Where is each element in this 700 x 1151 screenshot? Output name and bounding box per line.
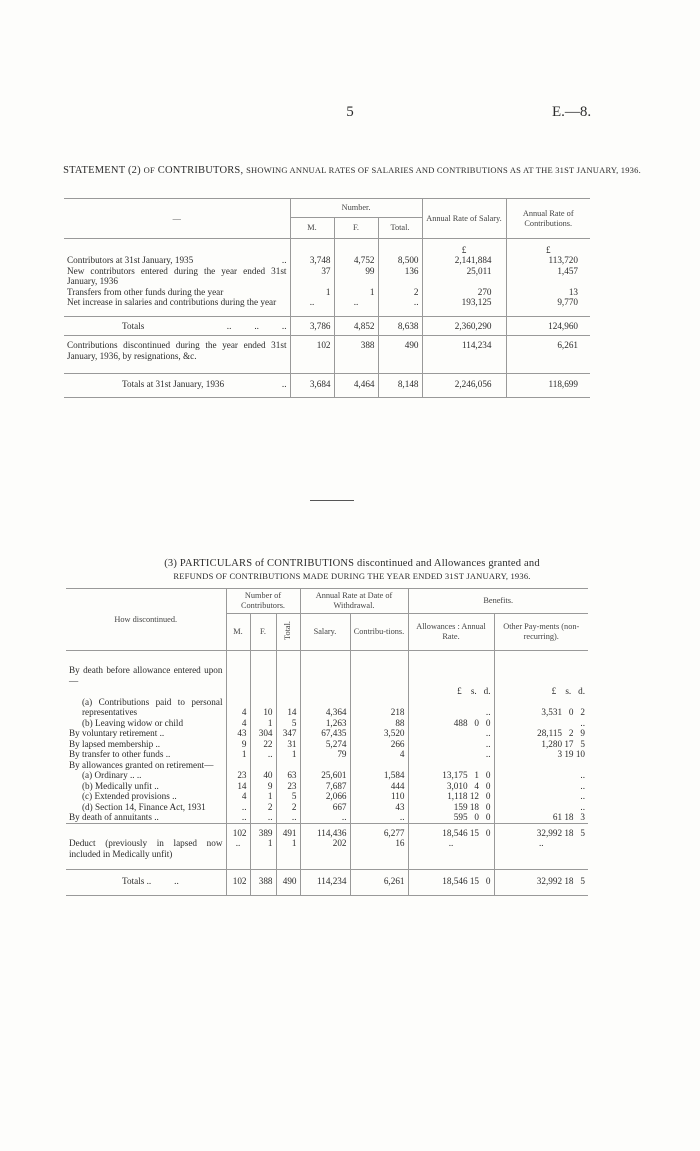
cell-contribs: 110	[350, 791, 408, 802]
table-row	[66, 665, 588, 686]
cell-allowances: 488 0 0	[408, 718, 494, 729]
document-reference: E.—8.	[552, 104, 592, 120]
cell-f: 1	[334, 287, 378, 298]
cell-salary: 270	[422, 287, 506, 298]
cell-other: 3,531 0 2	[494, 697, 588, 718]
cell-other: 32,992 18 5	[494, 823, 588, 838]
cell-m: 102	[226, 823, 250, 838]
row-label: New contributors entered during the year ended 31st January, 1936	[67, 265, 287, 286]
cell-total: 8,500	[378, 255, 422, 266]
cell-f: 388	[334, 336, 378, 374]
cell-other: ..	[494, 718, 588, 729]
cell-allowances: ..	[408, 728, 494, 739]
cell-salary: 114,436	[300, 823, 350, 838]
table-row	[66, 802, 588, 813]
cell-other: 1,280 17 5	[494, 739, 588, 750]
t2-head-total-text: Total.	[283, 620, 292, 640]
table1-title-of: OF	[143, 165, 155, 175]
totals-dots: ..	[281, 379, 287, 389]
t2-head-total	[276, 614, 300, 651]
cell-total	[276, 760, 300, 771]
table-row	[66, 760, 588, 771]
cell-contrib: 1,457	[506, 266, 590, 287]
cell-m: 3,786	[290, 316, 334, 336]
cell-salary: 2,246,056	[422, 374, 506, 398]
subtotal-row	[66, 823, 588, 838]
cell-salary: 114,234	[422, 336, 506, 374]
row-label: By death of annuitants ..	[69, 812, 159, 822]
cell-salary: 1,263	[300, 718, 350, 729]
cell-contrib: 113,720	[506, 255, 590, 266]
cell-total: 8,148	[378, 374, 422, 398]
cell-salary: 2,141,884	[422, 255, 506, 266]
t1-head-salary: Annual Rate of Salary.	[422, 199, 506, 239]
cell-salary	[300, 760, 350, 771]
cell-total: 5	[276, 791, 300, 802]
cell-f: 389	[250, 823, 276, 838]
cell-contribs: 88	[350, 718, 408, 729]
row-label: By lapsed membership ..	[69, 738, 161, 749]
cell-f: 4,752	[334, 255, 378, 266]
cell-m: 4	[226, 791, 250, 802]
t2-head-num-contrib: Number of Contributors.	[226, 589, 300, 614]
cell-f: 1	[250, 718, 276, 729]
cell-other	[494, 760, 588, 771]
table-row	[64, 297, 590, 308]
row-label: Contributors at 31st January, 1935	[67, 255, 194, 265]
cell-total: 1	[276, 749, 300, 760]
row-label: Net increase in salaries and contributions during the year	[67, 297, 277, 307]
cell-total: 347	[276, 728, 300, 739]
table2-title	[62, 557, 642, 583]
cell-m	[226, 760, 250, 771]
cell-other: 61 18 3	[494, 812, 588, 823]
t1-head-blank: —	[64, 199, 290, 239]
totals-label: Totals	[122, 320, 145, 331]
table2-title-line-2: REFUNDS OF CONTRIBUTIONS MADE DURING THE YEAR ENDED 31ST JANUARY, 1936.	[173, 571, 531, 581]
cell-f: 2	[250, 802, 276, 813]
cell-f: 1	[250, 791, 276, 802]
cell-m: 43	[226, 728, 250, 739]
cell-f: ..	[334, 297, 378, 308]
t2-head-contribs: Contribu-tions.	[350, 614, 408, 651]
cell-f: 10	[250, 697, 276, 718]
table-row	[66, 791, 588, 802]
cell-total: 2	[378, 287, 422, 298]
cell-other: 3 19 10	[494, 749, 588, 760]
cell-allowances: 18,546 15 0	[408, 823, 494, 838]
cell-contribs: 3,520	[350, 728, 408, 739]
cell-contrib: 118,699	[506, 374, 590, 398]
cell-contribs: 266	[350, 739, 408, 750]
cell-salary: 114,234	[300, 870, 350, 896]
cell-salary: 2,360,290	[422, 316, 506, 336]
cell-f: 99	[334, 266, 378, 287]
cell-m: 23	[226, 770, 250, 781]
contributors-statement-table	[64, 198, 590, 398]
cell-allowances: ..	[408, 749, 494, 760]
cell-allowances: 1,118 12 0	[408, 791, 494, 802]
cell-total: 490	[378, 336, 422, 374]
cell-total: 63	[276, 770, 300, 781]
cell-contrib: 9,770	[506, 297, 590, 308]
cell-contribs: 6,277	[350, 823, 408, 838]
page-number: 5	[346, 104, 354, 120]
cell-f: ..	[250, 812, 276, 823]
cell-allowances	[408, 665, 494, 686]
cell-f: ..	[250, 749, 276, 760]
cell-contribs: 218	[350, 697, 408, 718]
cell-m: ..	[226, 838, 250, 870]
table-row	[64, 336, 590, 374]
cell-total: 23	[276, 781, 300, 792]
row-label: (a) Ordinary .. ..	[82, 770, 142, 780]
cell-allowances: 595 0 0	[408, 812, 494, 823]
row-label: (a) Contributions paid to personal representatives	[82, 696, 223, 717]
cell-total: 8,638	[378, 316, 422, 336]
cell-contrib: 124,960	[506, 316, 590, 336]
cell-salary: 67,435	[300, 728, 350, 739]
cell-contribs: ..	[350, 812, 408, 823]
cell-m: 1	[290, 287, 334, 298]
cell-contrib: 6,261	[506, 336, 590, 374]
cell-f: 388	[250, 870, 276, 896]
table-row	[64, 266, 590, 287]
table-row	[64, 287, 590, 298]
t2-head-salary: Salary.	[300, 614, 350, 651]
row-label: (b) Leaving widow or child	[82, 717, 184, 728]
cell-m: ..	[226, 802, 250, 813]
row-label: By allowances granted on retirement—	[69, 759, 214, 770]
cell-total: 491	[276, 823, 300, 838]
cell-contribs: 1,584	[350, 770, 408, 781]
cell-salary: 5,274	[300, 739, 350, 750]
cell-total: 490	[276, 870, 300, 896]
cell-salary: 7,687	[300, 781, 350, 792]
table-row	[66, 728, 588, 739]
cell-m: 102	[226, 870, 250, 896]
cell-total: 31	[276, 739, 300, 750]
cell-m: 1	[226, 749, 250, 760]
cell-other: ..	[494, 838, 588, 870]
row-label: By transfer to other funds ..	[69, 749, 171, 759]
cell-allowances: 3,010 4 0	[408, 781, 494, 792]
table-row	[66, 781, 588, 792]
t1-head-contributions: Annual Rate of Contributions.	[506, 199, 590, 239]
cell-allowances: 18,546 15 0	[408, 870, 494, 896]
table2-title-line-1: (3) PARTICULARS of CONTRIBUTIONS discontinued and Allowances granted and	[164, 558, 540, 569]
contributions-discontinued-table	[66, 588, 588, 896]
cell-total: 136	[378, 266, 422, 287]
cell-m: ..	[290, 297, 334, 308]
cell-m: ..	[226, 812, 250, 823]
cell-total: ..	[378, 297, 422, 308]
cell-m: 14	[226, 781, 250, 792]
cell-total: 1	[276, 838, 300, 870]
table-row	[66, 718, 588, 729]
cell-salary: 79	[300, 749, 350, 760]
cell-m: 4	[226, 697, 250, 718]
cell-contribs: 444	[350, 781, 408, 792]
cell-other: ..	[494, 802, 588, 813]
cell-other: ..	[494, 781, 588, 792]
table1-title-num: STATEMENT	[63, 165, 126, 176]
cell-f	[250, 665, 276, 686]
row-label: (d) Section 14, Finance Act, 1931	[82, 801, 206, 812]
cell-other: ..	[494, 770, 588, 781]
t1-head-number: Number.	[290, 199, 422, 218]
cell-salary: 25,601	[300, 770, 350, 781]
cell-salary: 202	[300, 838, 350, 870]
cell-m: 102	[290, 336, 334, 374]
row-label: Contributions discontinued during the year ended 31st January, 1936, by resignations, &c.	[67, 340, 287, 361]
cell-contribs: 6,261	[350, 870, 408, 896]
t2-head-allowances: Allowances : Annual Rate.	[408, 614, 494, 651]
row-label: (b) Medically unfit ..	[82, 780, 159, 791]
deduct-row	[66, 838, 588, 870]
cell-allowances: ..	[408, 697, 494, 718]
cell-m: 9	[226, 739, 250, 750]
cell-allowances: 159 18 0	[408, 802, 494, 813]
t1-head-m: M.	[290, 218, 334, 239]
t2-head-f: F.	[250, 614, 276, 651]
cell-contribs: 4	[350, 749, 408, 760]
table-row	[66, 697, 588, 718]
lsd-header-row	[66, 686, 588, 697]
lsd-label: £ s. d.	[494, 686, 588, 697]
cell-m: 37	[290, 266, 334, 287]
cell-m	[226, 665, 250, 686]
cell-salary: ..	[300, 812, 350, 823]
totals-dots: .. .. ..	[226, 320, 287, 331]
table-row	[66, 749, 588, 760]
cell-f: 22	[250, 739, 276, 750]
totals-label: Totals at 31st January, 1936	[122, 379, 225, 389]
table-row	[64, 255, 590, 266]
cell-other: 28,115 2 9	[494, 728, 588, 739]
row-label: By voluntary retirement ..	[69, 728, 165, 738]
cell-f: 4,464	[334, 374, 378, 398]
cell-contribs: 16	[350, 838, 408, 870]
section-divider	[310, 500, 354, 501]
cell-contribs	[350, 665, 408, 686]
cell-contribs	[350, 760, 408, 771]
t1-head-total: Total.	[378, 218, 422, 239]
row-label: (c) Extended provisions ..	[82, 791, 177, 801]
totals-row	[64, 316, 590, 336]
cell-total: ..	[276, 812, 300, 823]
cell-other: 32,992 18 5	[494, 870, 588, 896]
t2-head-rate: Annual Rate at Date of Withdrawal.	[300, 589, 408, 614]
cell-other: ..	[494, 791, 588, 802]
row-label: Transfers from other funds during the year	[67, 286, 224, 297]
t2-head-m: M.	[226, 614, 250, 651]
cell-f: 40	[250, 770, 276, 781]
cell-m: 3,684	[290, 374, 334, 398]
t1-head-f: F.	[334, 218, 378, 239]
row-dots: ..	[281, 255, 287, 265]
cell-total: 2	[276, 802, 300, 813]
totals-row	[66, 870, 588, 896]
cell-allowances: 13,175 1 0	[408, 770, 494, 781]
final-totals-row	[64, 374, 590, 398]
cell-salary: 193,125	[422, 297, 506, 308]
cell-allowances: ..	[408, 838, 494, 870]
cell-f: 9	[250, 781, 276, 792]
cell-salary: 25,011	[422, 266, 506, 287]
cell-allowances	[408, 760, 494, 771]
table1-title-rest: SHOWING ANNUAL RATES OF SALARIES AND CONTRIBUTIONS AS AT THE 31ST JANUARY, 1936.	[246, 165, 641, 175]
cell-salary: 667	[300, 802, 350, 813]
cell-salary	[300, 665, 350, 686]
totals-label: Totals .. ..	[122, 876, 179, 886]
row-label: By death before allowance entered upon—	[69, 665, 223, 686]
cell-contribs: 43	[350, 802, 408, 813]
t1-pound-contrib: £	[506, 239, 590, 256]
t1-pound-salary: £	[422, 239, 506, 256]
table-row	[66, 812, 588, 823]
table-row	[66, 739, 588, 750]
row-label: Deduct (previously in lapsed now included in Medically unfit)	[69, 838, 223, 859]
t2-head-how: How discontinued.	[66, 589, 226, 651]
table-row	[66, 770, 588, 781]
cell-total: 5	[276, 718, 300, 729]
t2-head-benefits: Benefits.	[408, 589, 588, 614]
cell-salary: 2,066	[300, 791, 350, 802]
cell-total	[276, 665, 300, 686]
table1-title-word: CONTRIBUTORS,	[157, 165, 244, 176]
cell-m: 3,748	[290, 255, 334, 266]
lsd-label: £ s. d.	[408, 686, 494, 697]
cell-f: 304	[250, 728, 276, 739]
cell-total: 14	[276, 697, 300, 718]
cell-f: 4,852	[334, 316, 378, 336]
cell-allowances: ..	[408, 739, 494, 750]
cell-other	[494, 665, 588, 686]
t2-head-other: Other Pay-ments (non-recurring).	[494, 614, 588, 651]
table1-title-prefix: (2)	[127, 165, 141, 176]
cell-salary: 4,364	[300, 697, 350, 718]
cell-f	[250, 760, 276, 771]
cell-f: 1	[250, 838, 276, 870]
table1-title	[62, 164, 642, 177]
cell-contrib: 13	[506, 287, 590, 298]
cell-m: 4	[226, 718, 250, 729]
